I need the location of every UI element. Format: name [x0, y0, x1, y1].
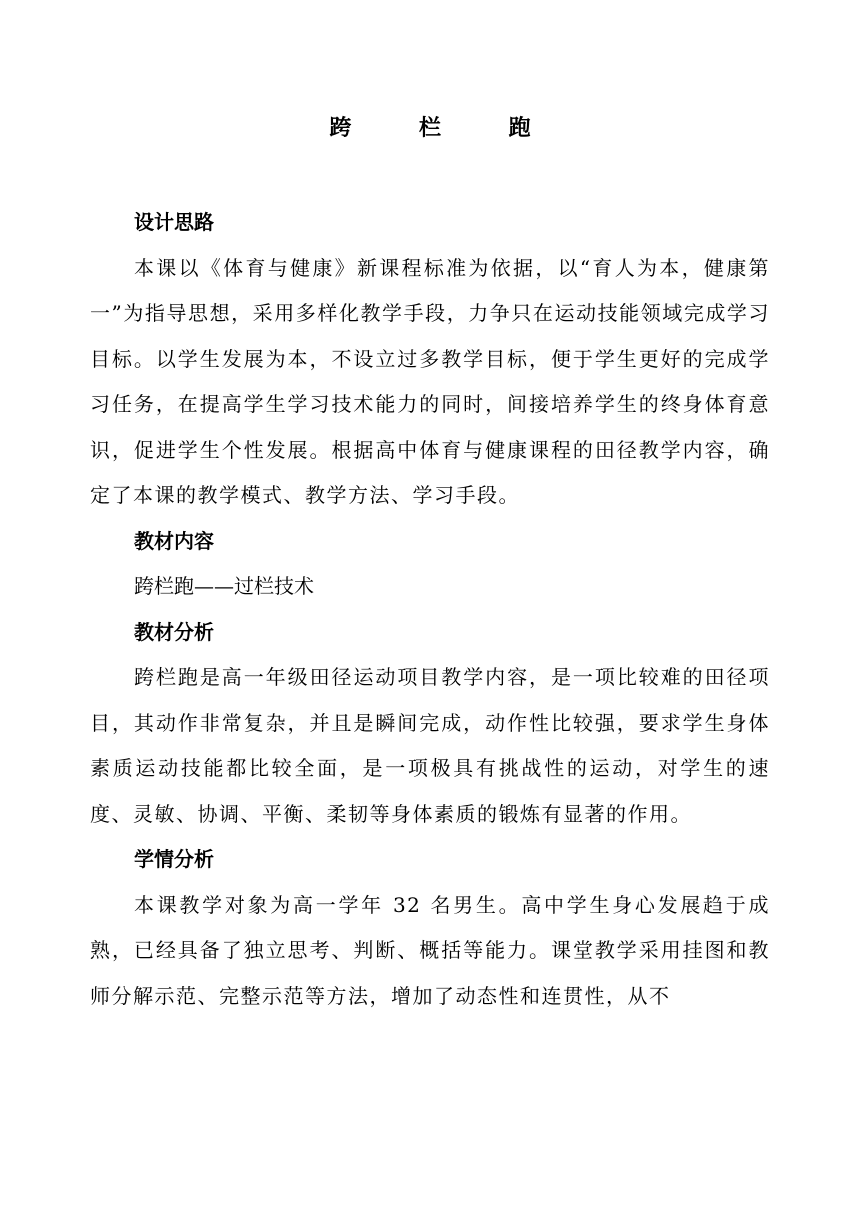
section-body-student-analysis: 本课教学对象为高一学年 32 名男生。高中学生身心发展趋于成熟，已经具备了独立思考、判断、概括等能力。课堂教学采用挂图和教师分解示范、完整示范等方法，增加了动态性和连贯性，从不	[90, 892, 770, 1008]
section-heading-material-analysis: 教材分析	[134, 619, 214, 644]
section-heading-design-idea: 设计思路	[134, 210, 214, 234]
section-heading-student-analysis: 学情分析	[134, 847, 214, 871]
section-body-teaching-content: 跨栏跑——过栏技术	[134, 574, 314, 598]
document-title: 跨 栏 跑	[329, 115, 561, 141]
section-heading-teaching-content: 教材内容	[134, 528, 214, 553]
section-body-design-idea: 本课以《体育与健康》新课程标准为依据，以“育人为本，健康第一”为指导思想，采用多样化教学手段，力争只在运动技能领域完成学习目标。以学生发展为本，不设立过多教学目标，便于学生更好的完成学习任务，在提高学生学习技术能力的同时，间接培养学生的终身体育意识，促进学生个性发展。根据高中体育与健康课程的田径教学内容，确定了本课的教学模式、教学方法、学习手段。	[90, 255, 770, 507]
section-body-material-analysis: 跨栏跑是高一年级田径运动项目教学内容，是一项比较难的田径项目，其动作非常复杂，并且是瞬间完成，动作性比较强，要求学生身体素质运动技能都比较全面，是一项极具有挑战性的运动，对学生的速度、灵敏、协调、平衡、柔韧等身体素质的锻炼有显著的作用。	[90, 665, 770, 826]
document-content	[90, 200, 770, 1019]
